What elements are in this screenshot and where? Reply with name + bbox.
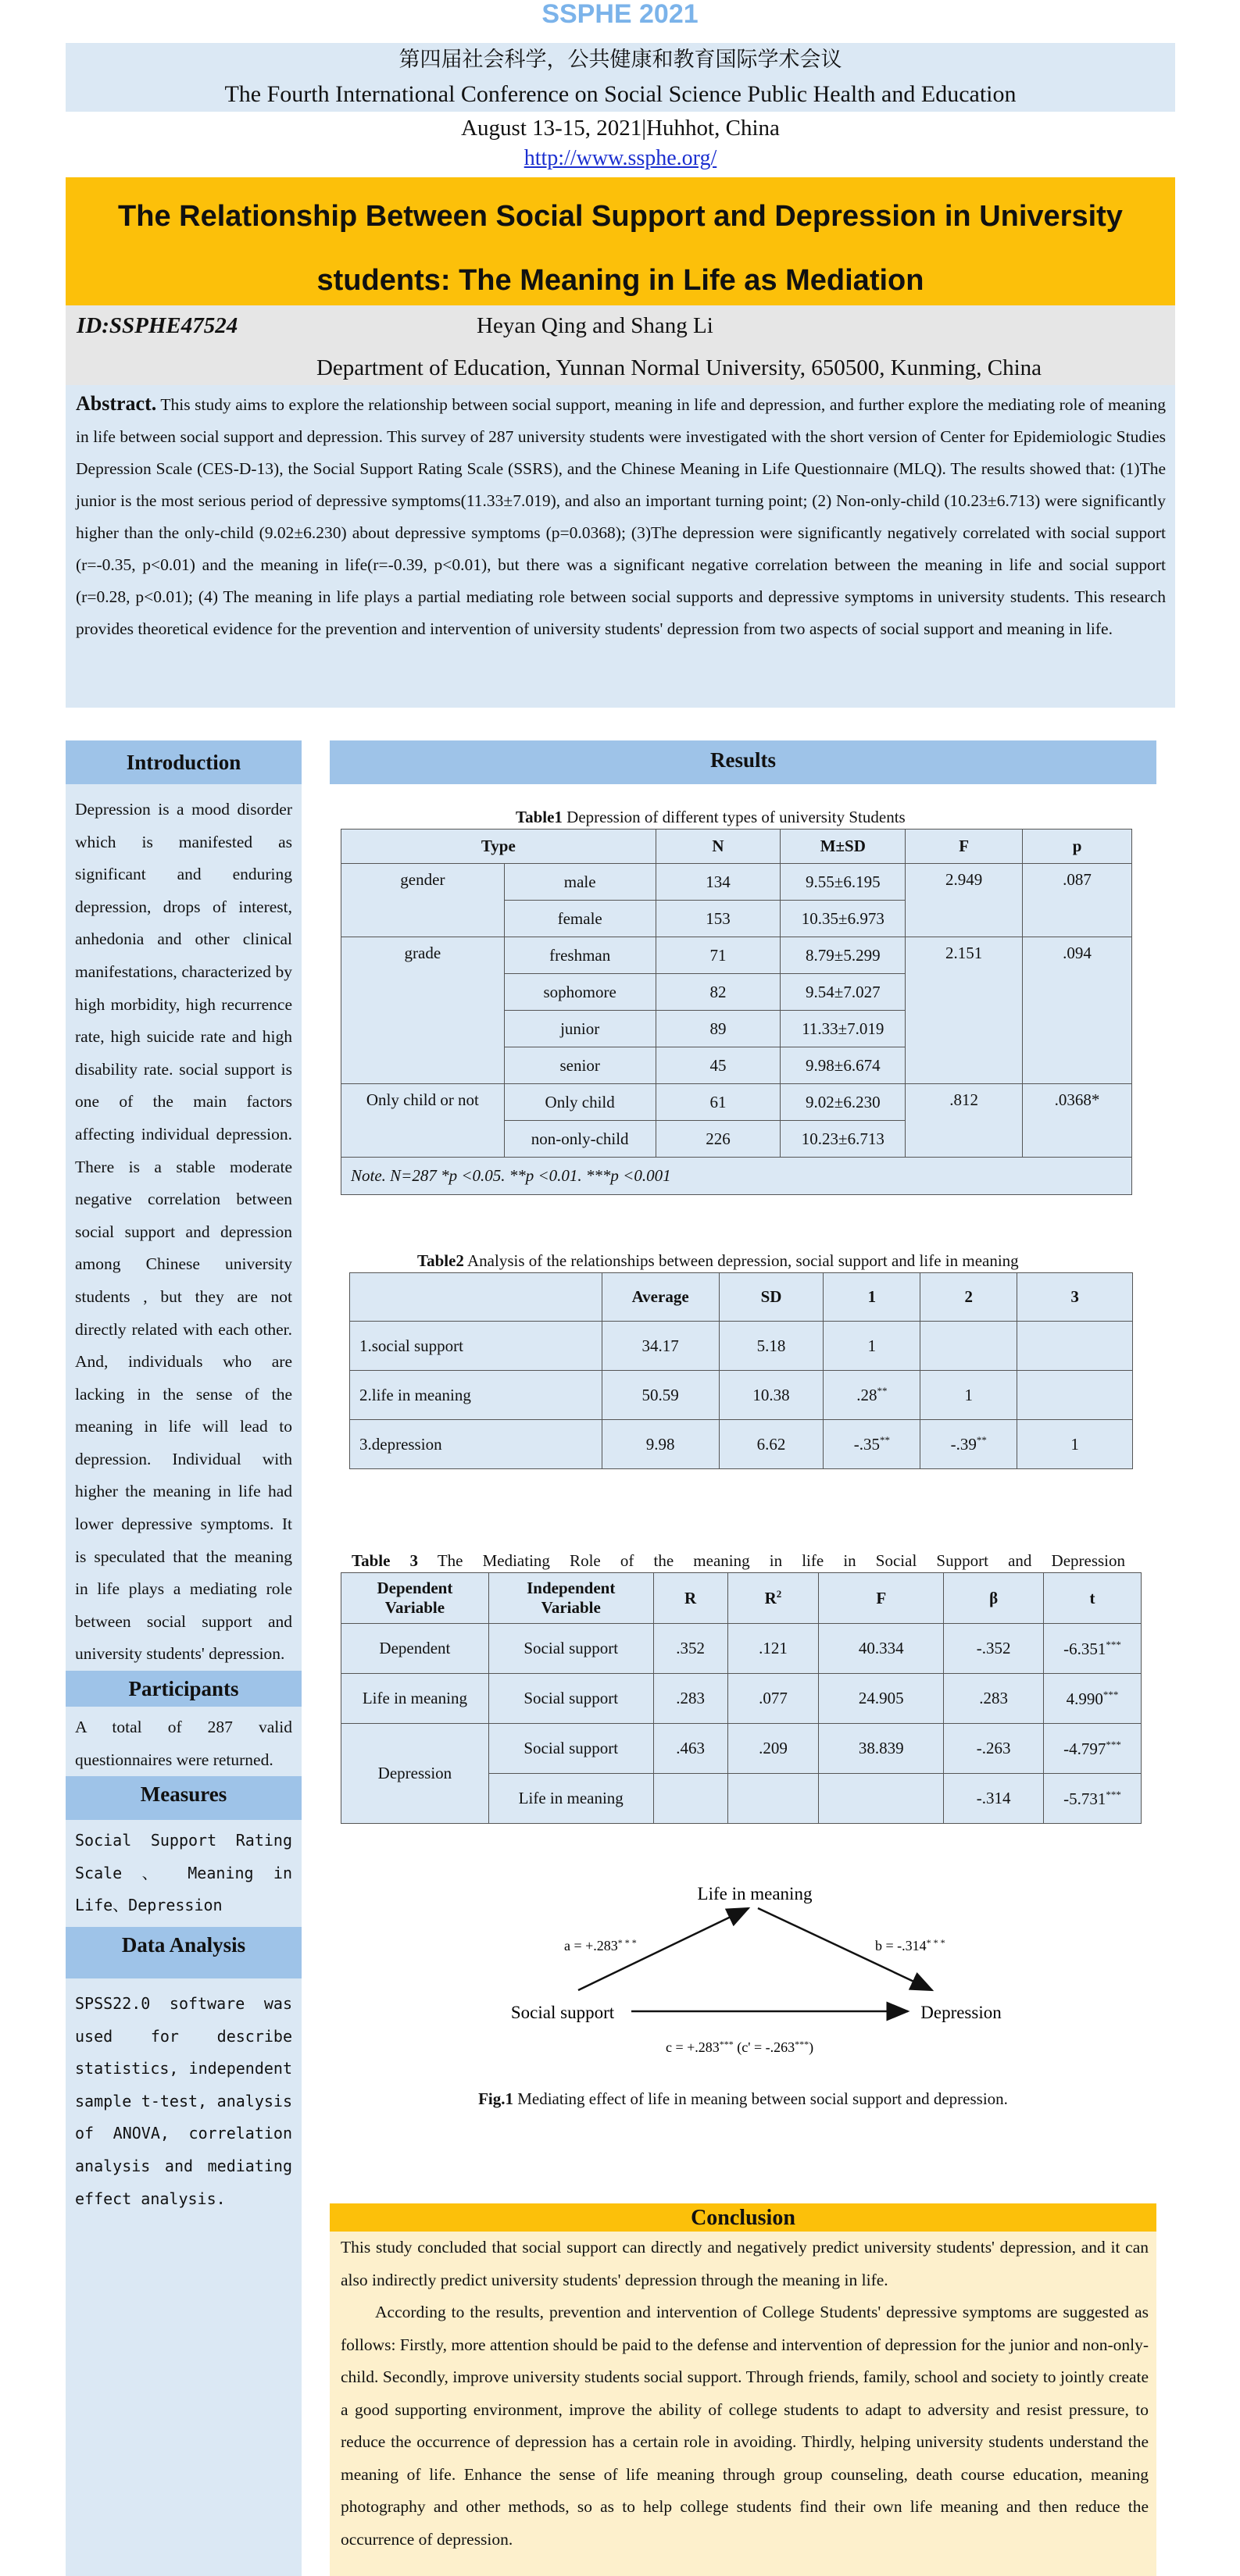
table3-value: 4.990 — [1066, 1689, 1103, 1708]
table2-cell — [1017, 1371, 1133, 1420]
table3-cell — [653, 1774, 727, 1824]
conference-brand: SSPHE 2021 — [541, 0, 699, 29]
table1-cell: 10.23±6.713 — [781, 1121, 906, 1158]
mediation-diagram — [500, 1871, 1047, 2074]
mediation-diagram-svg — [500, 1871, 1047, 2074]
table3-cell: Social support — [488, 1624, 653, 1674]
table2-row-label: 1.social support — [350, 1322, 602, 1371]
table1-group-label: grade — [341, 937, 505, 1084]
table3-cell: Life in meaning — [488, 1774, 653, 1824]
table3-cell: .121 — [727, 1624, 819, 1674]
table3-sig: *** — [1106, 1738, 1121, 1750]
table1-group-label: Only child or not — [341, 1084, 505, 1158]
table3-cell: Dependent — [341, 1624, 489, 1674]
table1-header-type: Type — [341, 830, 656, 864]
table3-caption — [352, 1550, 1125, 1572]
paper-title-line-1: The Relationship Between Social Support and Depression in University — [118, 200, 1123, 233]
path-b-value: b = -.314 — [875, 1938, 927, 1953]
table2-header: 3 — [1017, 1273, 1133, 1322]
path-c-prime-close: ) — [809, 2039, 814, 2055]
table3-header-r2 — [727, 1573, 819, 1624]
table2-cell: 6.62 — [719, 1420, 824, 1469]
table1-f-value: 2.949 — [906, 864, 1023, 937]
table1-cell: 45 — [656, 1047, 781, 1084]
table1-p-value: .094 — [1023, 937, 1132, 1084]
table2-sig: ** — [877, 1385, 888, 1397]
table2-row-label: 3.depression — [350, 1420, 602, 1469]
table3-cell: .077 — [727, 1674, 819, 1724]
table3-cell: Social support — [488, 1674, 653, 1724]
table3-cell — [1044, 1624, 1142, 1674]
figure1-caption-label: Fig.1 — [478, 2089, 513, 2108]
abstract-body: This study aims to explore the relationship between social support, meaning in life and depression, and further explore the mediating role of meaning in life between social support and depression. This survey of 287 university students were investigated with the short version of Center for Epidemiologic Studies Depression Scale (CES-D-13), the Social Support Rating Scale (SSRS), and the Chinese Meaning in Life Questionnaire (MLQ). The results showed that: (1)The junior is the most serious period of depressive symptoms(11.33±7.019), and also an important turning point; (2) Non-only-child (10.23±6.713) were significantly higher than the only-child (9.02±6.230) about depressive symptoms (p=0.0368); (3)The depression were significantly negatively correlated with social support (r=-0.35, p<0.01) and the meaning in life(r=-0.39, p<0.01), but there was a significant negative correlation between the meaning in life and social support (r=0.28, p<0.01); (4) The meaning in life plays a partial mediating role between social supports and depressive symptoms in university students. This research provides theoretical evidence for the prevention and intervention of university students' depression from two aspects of social support and meaning in life. — [76, 395, 1166, 638]
table2-value: 1 — [964, 1386, 973, 1404]
path-a-sig: * * * — [617, 1937, 637, 1948]
figure1-caption-text: Mediating effect of life in meaning between social support and depression. — [513, 2089, 1008, 2108]
table1-note: Note. N=287 *p <0.05. **p <0.01. ***p <0.001 — [341, 1158, 1132, 1195]
table3-caption-text: The Mediating Role of the meaning in life in Social Support and Depression — [418, 1551, 1126, 1570]
table1-cell: 89 — [656, 1011, 781, 1047]
table2-row-label: 2.life in meaning — [350, 1371, 602, 1420]
table1-cell: male — [504, 864, 656, 901]
table3-cell — [819, 1774, 944, 1824]
table2-header: 1 — [824, 1273, 920, 1322]
table1-caption-label: Table1 — [516, 808, 563, 826]
table3-cell — [1044, 1724, 1142, 1774]
table1-cell: 10.35±6.973 — [781, 901, 906, 937]
table2-cell — [824, 1420, 920, 1469]
table3-cell: Depression — [341, 1724, 489, 1824]
table1-cell: 153 — [656, 901, 781, 937]
table3-sig: *** — [1106, 1638, 1121, 1650]
conference-date: August 13-15, 2021|Huhhot, China — [461, 116, 780, 141]
table2-sig: ** — [879, 1434, 890, 1446]
measures-text: Social Support Rating Scale 、 Meaning in Life、Depression — [75, 1831, 292, 1915]
table2-cell: 10.38 — [719, 1371, 824, 1420]
table2-value: -.39 — [950, 1435, 977, 1454]
node-life-in-meaning: Life in meaning — [697, 1884, 813, 1903]
table1-cell: sophomore — [504, 974, 656, 1011]
path-c-prime-sig: *** — [795, 2039, 809, 2050]
table3-header-sup: 2 — [776, 1588, 782, 1600]
conclusion-text — [341, 2232, 1149, 2556]
table3-header-beta: β — [944, 1573, 1044, 1624]
table2-cell — [920, 1371, 1017, 1420]
table3-header-r: R — [653, 1573, 727, 1624]
results-heading: Results — [330, 740, 1156, 784]
table3-cell: .463 — [653, 1724, 727, 1774]
table2-value: .28 — [856, 1386, 877, 1404]
conclusion-paragraph-1: This study concluded that social support can directly and negatively predict university students' depression, and it can also indirectly predict university students' depression through the meaning in life. — [341, 2238, 1149, 2289]
paper-title — [66, 184, 1175, 312]
table3-header-text: R — [764, 1589, 777, 1607]
introduction-text: Depression is a mood disorder which is manifested as significant and enduring depression, drops of interest, anhedonia and other clinical manifestations, characterized by high morbidity, high recurrence rate, high suicide rate and high disability rate. social support is one of the main factors affecting individual depression. There is a stable moderate negative correlation between social support and depression among Chinese university students , but they are not directly related with each other. And, individuals who are lacking in the sense of the meaning in life will lead to depression. Individual with higher the meaning in life had lower depressive symptoms. It is speculated that the meaning in life plays a mediating role between social support and university students' depression. — [75, 800, 292, 1664]
table2-cell — [824, 1322, 920, 1371]
table2 — [349, 1272, 1133, 1469]
table3-cell — [727, 1774, 819, 1824]
table1-cell: 134 — [656, 864, 781, 901]
table2-cell: 34.17 — [602, 1322, 719, 1371]
table2-caption-text: Analysis of the relationships between depression, social support and life in meaning — [463, 1251, 1019, 1270]
table3-cell — [1044, 1774, 1142, 1824]
table2-cell: 50.59 — [602, 1371, 719, 1420]
table3-value: -4.797 — [1063, 1739, 1106, 1758]
path-c-value: c = +.283 — [666, 2039, 720, 2055]
table3-cell: -.314 — [944, 1774, 1044, 1824]
table1-cell: female — [504, 901, 656, 937]
table1-header-f: F — [906, 830, 1023, 864]
table2-header — [350, 1273, 602, 1322]
table3-sig: *** — [1102, 1688, 1119, 1700]
table3-cell: -.352 — [944, 1624, 1044, 1674]
table2-cell: 5.18 — [719, 1322, 824, 1371]
participants-text: A total of 287 valid questionnaires were returned. — [75, 1718, 292, 1769]
table1-cell: 61 — [656, 1084, 781, 1121]
authors: Heyan Qing and Shang Li — [477, 313, 713, 338]
table1-caption — [516, 806, 906, 828]
table3-sig: *** — [1106, 1788, 1121, 1800]
table3-header-text: Variable — [384, 1598, 445, 1617]
table2-cell — [920, 1322, 1017, 1371]
table3-cell: .283 — [944, 1674, 1044, 1724]
table2-header: Average — [602, 1273, 719, 1322]
path-b-sig: * * * — [926, 1937, 945, 1948]
table2-cell — [824, 1371, 920, 1420]
table3-value: -5.731 — [1063, 1789, 1106, 1808]
table1-header-msd: M±SD — [781, 830, 906, 864]
table1-cell: 226 — [656, 1121, 781, 1158]
table3-caption-label: Table 3 — [352, 1551, 419, 1570]
path-c-sig: *** — [719, 2039, 734, 2050]
table1-cell: 9.02±6.230 — [781, 1084, 906, 1121]
path-a-label — [564, 1937, 637, 1953]
table1-cell: 11.33±7.019 — [781, 1011, 906, 1047]
table1-header-n: N — [656, 830, 781, 864]
table2-caption — [417, 1250, 1019, 1272]
table2-header: SD — [719, 1273, 824, 1322]
table3-cell: Life in meaning — [341, 1674, 489, 1724]
table2-cell: 1 — [1017, 1420, 1133, 1469]
table1 — [341, 829, 1132, 1195]
conference-link[interactable]: http://www.ssphe.org/ — [524, 146, 717, 170]
table1-cell: Only child — [504, 1084, 656, 1121]
table1-cell: freshman — [504, 937, 656, 974]
table1-header-p: p — [1023, 830, 1132, 864]
table3-cell: .352 — [653, 1624, 727, 1674]
table3-cell: -.263 — [944, 1724, 1044, 1774]
table1-cell: 8.79±5.299 — [781, 937, 906, 974]
table2-header: 2 — [920, 1273, 1017, 1322]
conclusion-heading: Conclusion — [330, 2203, 1156, 2232]
introduction-heading: Introduction — [66, 740, 302, 784]
table1-caption-text: Depression of different types of university Students — [562, 808, 906, 826]
measures-heading: Measures — [66, 1776, 302, 1820]
left-column — [66, 740, 302, 2576]
table2-cell — [1017, 1322, 1133, 1371]
table2-value: -.35 — [853, 1435, 880, 1454]
table3-cell: 38.839 — [819, 1724, 944, 1774]
table3-header-dependent — [341, 1573, 489, 1624]
path-a-value: a = +.283 — [564, 1938, 618, 1953]
node-social-support: Social support — [510, 2003, 615, 2022]
table2-caption-label: Table2 — [417, 1251, 464, 1270]
table1-cell: 71 — [656, 937, 781, 974]
table3-value: -6.351 — [1063, 1639, 1106, 1658]
table1-p-value: .0368* — [1023, 1084, 1132, 1158]
conference-title-zh: 第四届社会科学，公共健康和教育国际学术会议 — [398, 48, 842, 72]
table3-cell: .209 — [727, 1724, 819, 1774]
table3-cell — [1044, 1674, 1142, 1724]
data-analysis-heading: Data Analysis — [66, 1927, 302, 1978]
table3-header-t: t — [1044, 1573, 1142, 1624]
table1-cell: 9.55±6.195 — [781, 864, 906, 901]
path-b-label — [875, 1937, 945, 1953]
table1-f-value: 2.151 — [906, 937, 1023, 1084]
table1-cell: non-only-child — [504, 1121, 656, 1158]
table2-cell: 9.98 — [602, 1420, 719, 1469]
path-c-label — [666, 2039, 813, 2056]
figure1-caption — [330, 2087, 1156, 2110]
table3-header-text: Independent — [527, 1579, 616, 1597]
table3-header-f: F — [819, 1573, 944, 1624]
paper-id: ID:SSPHE47524 — [77, 313, 238, 338]
abstract-label: Abstract. — [76, 392, 157, 415]
table3-header-text: Variable — [541, 1598, 601, 1617]
table1-p-value: .087 — [1023, 864, 1132, 937]
table3-cell: Social support — [488, 1724, 653, 1774]
conclusion-paragraph-2: According to the results, prevention and intervention of College Students' depressive symptoms are suggested as follows: Firstly, more attention should be paid to the defense and intervention of depression for the junior and non-only-child. Secondly, improve university students social support. Through friends, family, school and society to jointly create a good supporting environment, improve the ability of college students to adapt to adversity and resist pressure, to reduce the occurrence of depression has a certain role in avoiding. Thirdly, helping university students understand the meaning of life. Enhance the sense of life meaning through group counseling, death course education, meaning photography and other methods, so as to help college students find their own life meaning and then reduce the occurrence of depression. — [341, 2303, 1149, 2549]
table1-cell: 9.54±7.027 — [781, 974, 906, 1011]
abstract — [76, 387, 1166, 645]
table3-cell: .283 — [653, 1674, 727, 1724]
table3-header-independent — [488, 1573, 653, 1624]
affiliation: Department of Education, Yunnan Normal University, 650500, Kunming, China — [316, 355, 1042, 380]
table1-cell: 9.98±6.674 — [781, 1047, 906, 1084]
table1-cell: 82 — [656, 974, 781, 1011]
table3-header-text: Dependent — [377, 1579, 453, 1597]
table2-sig: ** — [976, 1434, 987, 1446]
conference-title-en: The Fourth International Conference on Social Science Public Health and Education — [224, 81, 1017, 107]
data-analysis-text: SPSS22.0 software was used for describe statistics, independent sample t-test, analysis of ANOVA, correlation analysis and mediating effect analysis. — [75, 1994, 292, 2208]
table1-group-label: gender — [341, 864, 505, 937]
table2-cell — [920, 1420, 1017, 1469]
path-c-prime-value: (c' = -.263 — [733, 2039, 795, 2055]
table1-f-value: .812 — [906, 1084, 1023, 1158]
participants-heading: Participants — [66, 1671, 302, 1707]
table1-cell: senior — [504, 1047, 656, 1084]
table3-cell: 40.334 — [819, 1624, 944, 1674]
table3-cell: 24.905 — [819, 1674, 944, 1724]
paper-title-line-2: students: The Meaning in Life as Mediation — [316, 264, 924, 297]
table3 — [341, 1572, 1142, 1824]
table1-cell: junior — [504, 1011, 656, 1047]
table2-value: 1 — [867, 1336, 877, 1355]
node-depression: Depression — [920, 2003, 1002, 2022]
